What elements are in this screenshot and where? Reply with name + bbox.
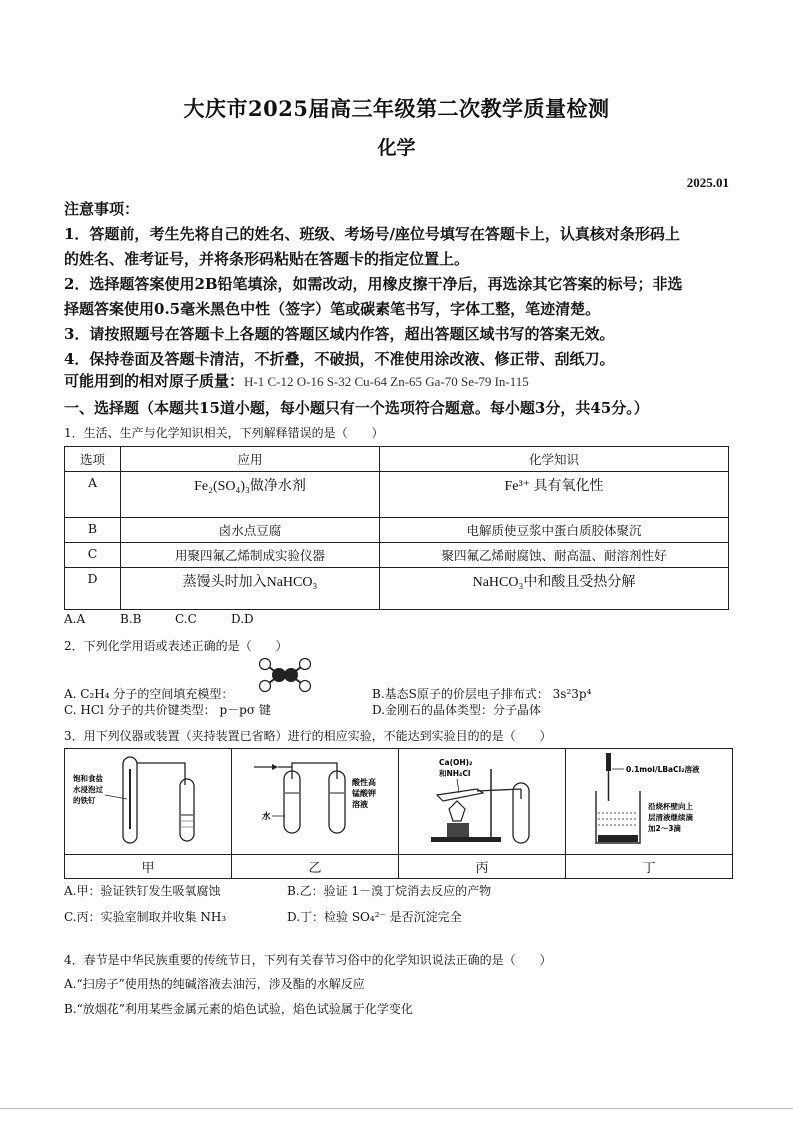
- exam-subject: 化学: [377, 137, 416, 159]
- label-bing-2: 和NH₄Cl: [439, 769, 471, 778]
- row-option: B: [65, 518, 121, 543]
- q3-stem: 3．用下列仪器或装置（夹持装置已省略）进行的相应实验，不能达到实验目的的是（ ）: [64, 729, 552, 743]
- apparatus-figure-row: [65, 749, 733, 855]
- q3-option-c: C.丙：实验室制取并收集 NH₃: [64, 910, 227, 924]
- label-bing-1: Ca(OH)₂: [439, 758, 473, 767]
- q1-choice-c: C.C: [175, 612, 197, 626]
- q2-stem: 2．下列化学用语或表述正确的是（ ）: [64, 639, 288, 653]
- label-ding-side-1: 沿烧杯壁向上: [648, 802, 693, 811]
- q3-option-a: A.甲：验证铁钉发生吸氧腐蚀: [64, 884, 221, 898]
- caption-jia: 甲: [65, 855, 232, 879]
- row-option: A: [65, 472, 121, 518]
- col-header-knowledge: 化学知识: [380, 447, 729, 472]
- col-header-option: 选项: [65, 447, 121, 472]
- ethylene-space-filling-model: [255, 655, 315, 695]
- label-jia-2: 水浸泡过: [73, 785, 103, 794]
- notice-heading: 注意事项：: [64, 200, 140, 218]
- section1-heading: 一、选择题（本题共15道小题，每小题只有一个选项符合题意。每小题3分，共45分。）: [64, 399, 649, 417]
- caption-ding: 丁: [566, 855, 733, 879]
- apparatus-ding: [566, 749, 733, 855]
- q3-apparatus-table: [64, 748, 733, 879]
- label-jia-1: 饱和食盐: [73, 774, 103, 783]
- caption-bing: 丙: [399, 855, 566, 879]
- row-knowledge: Fe³⁺ 具有氧化性: [380, 472, 729, 518]
- row-knowledge: 聚四氟乙烯耐腐蚀、耐高温、耐溶剂性好: [380, 543, 729, 568]
- label-yi-water: 水: [262, 812, 271, 822]
- notice-line-4: 择题答案使用0.5毫米黑色中性（签字）笔或碳素笔书写，字体工整，笔迹清楚。: [64, 300, 601, 318]
- atomic-mass-label: 可能用到的相对原子质量：: [64, 372, 245, 390]
- notice-line-1: 1．答题前，考生先将自己的姓名、班级、考场号/座位号填写在答题卡上，认真核对条形码上: [64, 225, 680, 243]
- q1-table: [64, 446, 729, 610]
- label-yi-kmno4-2: 锰酸钾: [352, 789, 376, 798]
- q4-option-b: B.“放烟花”利用某些金属元素的焰色试验，焰色试验属于化学变化: [64, 1002, 413, 1016]
- q4-option-a: A.“扫房子”使用热的纯碱溶液去油污，涉及酯的水解反应: [64, 977, 365, 991]
- q1-choice-a: A.A: [64, 612, 86, 626]
- row-option: C: [65, 543, 121, 568]
- apparatus-jia-drawing: [65, 749, 231, 854]
- atomic-mass-values: H-1 C-12 O-16 S-32 Cu-64 Zn-65 Ga-70 Se-79 In-115: [244, 374, 529, 389]
- label-ding-top: 0.1mol/LBaCl₂溶液: [626, 765, 700, 774]
- exam-title: 大庆市2025届高三年级第二次教学质量检测: [183, 96, 610, 121]
- table-header-row: [65, 447, 729, 472]
- label-yi-kmno4-1: 酸性高: [352, 778, 376, 787]
- exam-date: 2025.01: [686, 175, 729, 190]
- q2-option-a: A. C₂H₄ 分子的空间填充模型：: [64, 687, 234, 701]
- apparatus-caption-row: [65, 855, 733, 879]
- q3-option-d: D.丁：检验 SO₄²⁻ 是否沉淀完全: [287, 910, 462, 924]
- label-ding-side-3: 加2～3滴: [648, 824, 681, 833]
- notice-line-2: 的姓名、准考证号，并将条形码粘贴在答题卡的指定位置上。: [64, 250, 470, 268]
- row-application: Fe₂(SO₄)₃做净水剂: [121, 472, 380, 518]
- apparatus-yi-drawing: [232, 749, 398, 854]
- apparatus-bing-drawing: [399, 749, 565, 854]
- caption-yi: 乙: [232, 855, 399, 879]
- q3-option-b: B.乙：验证 1－溴丁烷消去反应的产物: [287, 884, 492, 898]
- apparatus-yi: [232, 749, 399, 855]
- q1-stem: 1．生活、生产与化学知识相关，下列解释错误的是（ ）: [64, 426, 384, 440]
- col-header-application: 应用: [121, 447, 380, 472]
- table-row: [65, 568, 729, 610]
- table-row: [65, 518, 729, 543]
- notice-line-5: 3．请按照题号在答题卡上各题的答题区域内作答，超出答题区域书写的答案无效。: [64, 325, 615, 343]
- apparatus-ding-drawing: [566, 749, 732, 854]
- label-jia-3: 的铁钉: [73, 796, 96, 805]
- row-application: 用聚四氟乙烯制成实验仪器: [121, 543, 380, 568]
- row-knowledge: 电解质使豆浆中蛋白质胶体聚沉: [380, 518, 729, 543]
- label-yi-kmno4-3: 溶液: [352, 800, 368, 809]
- page-bottom-rule: [0, 1108, 793, 1109]
- q1-choice-d: D.D: [231, 612, 254, 626]
- row-application: 蒸馒头时加入NaHCO₃: [121, 568, 380, 610]
- notice-line-3: 2．选择题答案使用2B铅笔填涂，如需改动，用橡皮擦干净后，再选涂其它答案的标号；非选: [64, 275, 683, 293]
- q2-option-c: C. HCl 分子的共价键类型： p－pσ 键: [64, 703, 271, 717]
- table-row: [65, 472, 729, 518]
- row-option: D: [65, 568, 121, 610]
- row-application: 卤水点豆腐: [121, 518, 380, 543]
- label-ding-side-2: 层清液继续滴: [648, 813, 693, 822]
- q2-option-b: B.基态S原子的价层电子排布式： 3s²3p⁴: [372, 687, 592, 701]
- table-row: [65, 543, 729, 568]
- q2-option-d: D.金刚石的晶体类型：分子晶体: [372, 703, 542, 717]
- q4-stem: 4．春节是中华民族重要的传统节日，下列有关春节习俗中的化学知识说法正确的是（ ）: [64, 953, 552, 967]
- apparatus-bing: [399, 749, 566, 855]
- notice-line-6: 4．保持卷面及答题卡清洁，不折叠，不破损，不准使用涂改液、修正带、刮纸刀。: [64, 350, 615, 368]
- atomic-mass-line: [64, 370, 529, 391]
- q1-choice-b: B.B: [120, 612, 142, 626]
- row-knowledge: NaHCO₃中和酸且受热分解: [380, 568, 729, 610]
- apparatus-jia: [65, 749, 232, 855]
